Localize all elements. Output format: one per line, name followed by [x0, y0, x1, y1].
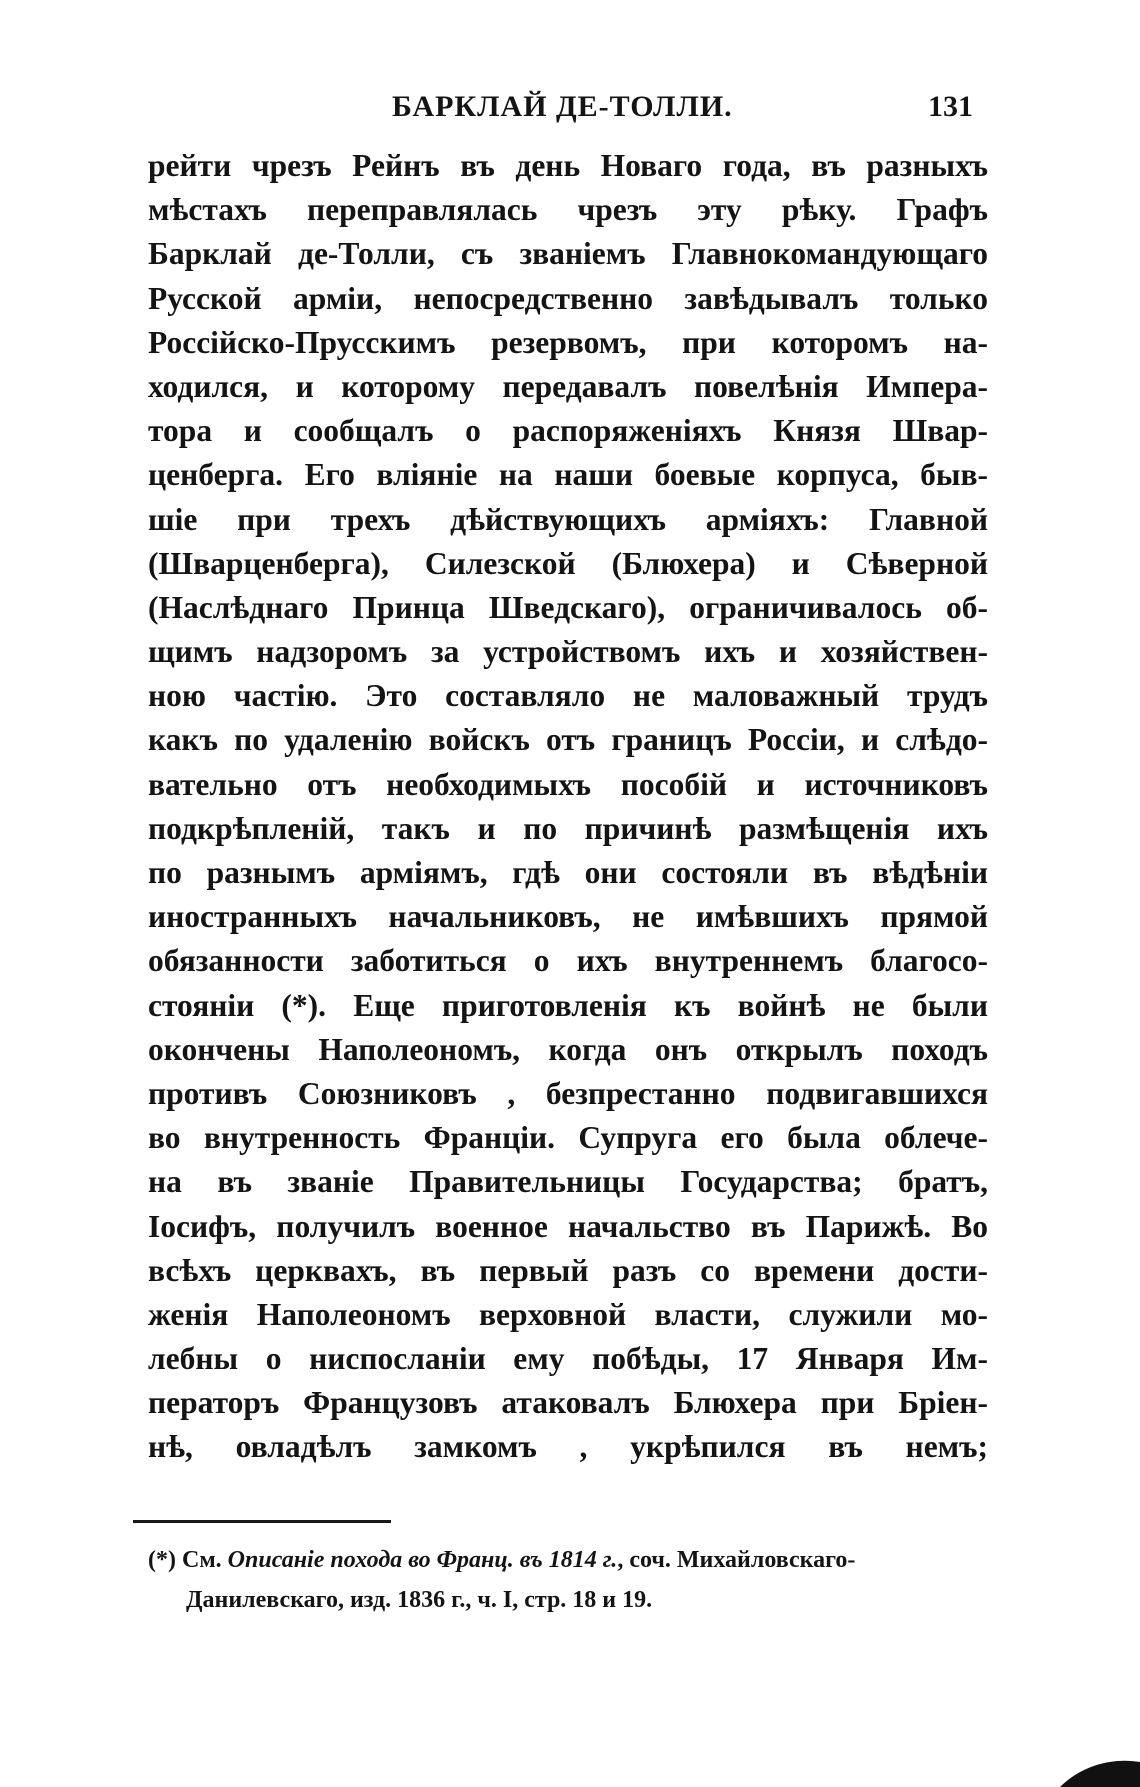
text-line: иностранныхъ начальниковъ, не имѣвшихъ прямой [148, 899, 988, 935]
text-line: обязанности заботиться о ихъ внутреннемъ благосо- [148, 943, 988, 979]
text-line: всѣхъ церквахъ, въ первый разъ со времени дости- [148, 1252, 988, 1288]
page-corner-shadow [1050, 1727, 1140, 1787]
footnote-line-2: Данилевскаго, изд. 1836 г., ч. I, стр. 18 и 19. [186, 1587, 653, 1613]
footnote-line-1 [148, 1540, 988, 1580]
text-line: (Наслѣднаго Принца Шведскаго), ограничивалось об- [148, 589, 988, 625]
text-line: какъ по удаленію войскъ отъ границъ Россіи, и слѣдо- [148, 722, 988, 758]
text-line: щимъ надзоромъ за устройствомъ ихъ и хозяйствен- [148, 634, 988, 670]
footnote-marker: (*) [148, 1547, 176, 1573]
text-line: окончены Наполеономъ, когда онъ открылъ походъ [148, 1031, 988, 1067]
text-line: ценберга. Его вліяніе на наши боевые корпуса, быв- [148, 457, 988, 493]
footnote-divider [133, 1520, 391, 1523]
footnote [148, 1540, 988, 1620]
text-line: по разнымъ арміямъ, гдѣ они состояли въ вѣдѣніи [148, 855, 988, 890]
text-line: ходился, и которому передавалъ повелѣнія Импера- [148, 368, 988, 404]
footnote-cited-title: Описаніе похода во Франц. въ 1814 г. [227, 1547, 618, 1573]
text-line: во внутренность Франціи. Супруга его была облече- [148, 1120, 988, 1156]
text-line: нѣ, овладѣлъ замкомъ , укрѣпился въ немъ; [148, 1429, 988, 1465]
body-text [148, 144, 988, 1470]
text-line: шіе при трехъ дѣйствующихъ арміяхъ: Главной [148, 501, 988, 537]
text-line: вательно отъ необходимыхъ пособій и источниковъ [148, 766, 988, 802]
text-line: тора и сообщалъ о распоряженіяхъ Князя Швар- [148, 413, 988, 449]
text-line: Барклай де-Толли, съ званіемъ Главнокомандующаго [148, 236, 988, 272]
text-line: ною частію. Это составляло не маловажный трудъ [148, 678, 988, 714]
text-line: женія Наполеономъ верховной власти, служили мо- [148, 1296, 988, 1332]
text-line: Іосифъ, получилъ военное начальство въ Парижѣ. Во [148, 1208, 988, 1244]
running-title: БАРКЛАЙ ДЕ-ТОЛЛИ. [392, 90, 733, 123]
text-line: (Шварценберга), Силезской (Блюхера) и Сѣверной [148, 545, 988, 581]
text-line: подкрѣпленій, такъ и по причинѣ размѣщенія ихъ [148, 810, 988, 846]
text-line: Россійско-Прусскимъ резервомъ, при которомъ на- [148, 324, 988, 360]
footnote-suffix: , соч. Михайловскаго- [617, 1547, 856, 1573]
footnote-prefix: См. [175, 1547, 228, 1573]
text-line: Русской арміи, непосредственно завѣдывалъ только [148, 280, 988, 316]
text-line: на въ званіе Правительницы Государства; братъ, [148, 1164, 988, 1200]
page-number: 131 [928, 90, 973, 123]
text-line: лебны о ниспосланіи ему побѣды, 17 Января Им- [148, 1341, 988, 1377]
text-line: рейти чрезъ Рейнъ въ день Новаго года, въ разныхъ [148, 148, 988, 183]
text-line: ператоръ Французовъ атаковалъ Блюхера при Бріен- [148, 1385, 988, 1421]
text-line: противъ Союзниковъ , безпрестанно подвигавшихся [148, 1075, 988, 1111]
text-line: стояніи (*). Еще приготовленія къ войнѣ не были [148, 987, 988, 1023]
text-line: мѣстахъ переправлялась чрезъ эту рѣку. Графъ [148, 192, 988, 228]
